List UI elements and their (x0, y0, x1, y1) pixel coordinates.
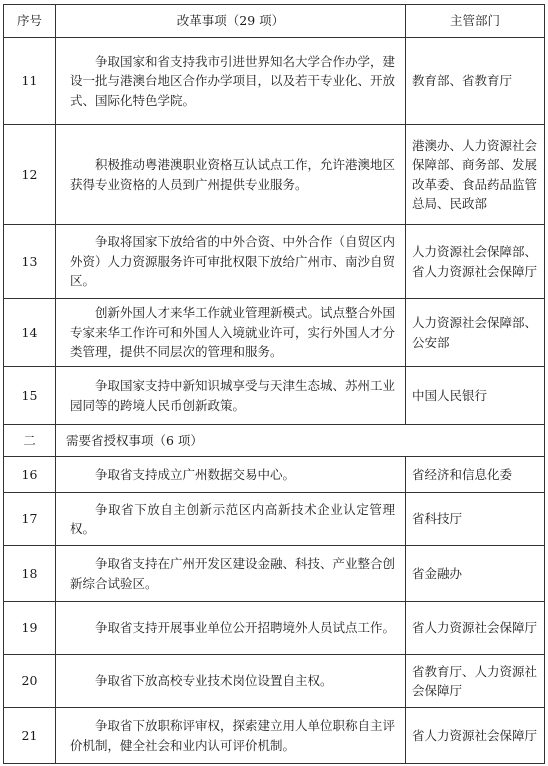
row-no: 17 (4, 493, 56, 546)
row-item: 争取国家支持中新知识城享受与天津生态城、苏州工业园同等的跨境人民币创新政策。 (56, 367, 406, 425)
row-dept: 人力资源社会保障部、省人力资源社会保障厅 (406, 225, 545, 299)
row-no: 18 (4, 546, 56, 602)
row-item: 积极推动粤港澳职业资格互认试点工作，允许港澳地区获得专业资格的人员到广州提供专业服务。 (56, 125, 406, 225)
row-no: 11 (4, 38, 56, 125)
row-item: 争取国家和省支持我市引进世界知名大学合作办学，建设一批与港澳台地区合作办学项目，以及若干专业化、开放式、国际化特色学院。 (56, 38, 406, 125)
table-row (4, 125, 545, 225)
row-dept: 人力资源社会保障部、公安部 (406, 299, 545, 367)
row-no: 20 (4, 655, 56, 708)
row-no: 16 (4, 457, 56, 493)
row-dept: 省人力资源社会保障厅 (406, 708, 545, 764)
row-item: 创新外国人才来华工作就业管理新模式。试点整合外国专家来华工作许可和外国人入境就业许可，实行外国人才分类管理，提供不同层次的管理和服务。 (56, 299, 406, 367)
row-no: 19 (4, 602, 56, 655)
section-number: 二 (4, 425, 56, 457)
row-item: 争取省下放自主创新示范区内高新技术企业认定管理权。 (56, 493, 406, 546)
row-item: 争取省支持开展事业单位公开招聘境外人员试点工作。 (56, 602, 406, 655)
row-dept: 省人力资源社会保障厅 (406, 602, 545, 655)
table-row (4, 602, 545, 655)
table-row (4, 299, 545, 367)
row-item: 争取省支持在广州开发区建设金融、科技、产业整合创新综合试验区。 (56, 546, 406, 602)
row-no: 14 (4, 299, 56, 367)
row-item: 争取省支持成立广州数据交易中心。 (56, 457, 406, 493)
row-dept: 省经济和信息化委 (406, 457, 545, 493)
header-dept: 主管部门 (406, 5, 545, 38)
row-dept: 教育部、省教育厅 (406, 38, 545, 125)
table-row (4, 367, 545, 425)
row-no: 21 (4, 708, 56, 764)
reform-items-table (3, 4, 545, 764)
table-row (4, 457, 545, 493)
table-row (4, 493, 545, 546)
section-title: 需要省授权事项（6 项） (56, 425, 545, 457)
row-dept: 省金融办 (406, 546, 545, 602)
table-row (4, 38, 545, 125)
table-row (4, 708, 545, 764)
row-dept: 省科技厅 (406, 493, 545, 546)
row-dept: 中国人民银行 (406, 367, 545, 425)
row-dept: 港澳办、人力资源社会保障部、商务部、发展改革委、食品药品监管总局、民政部 (406, 125, 545, 225)
row-no: 13 (4, 225, 56, 299)
row-item: 争取省下放职称评审权，探索建立用人单位职称自主评价机制，健全社会和业内认可评价机制。 (56, 708, 406, 764)
header-item: 改革事项（29 项） (56, 5, 406, 38)
row-item: 争取省下放高校专业技术岗位设置自主权。 (56, 655, 406, 708)
row-dept: 省教育厅、人力资源社会保障厅 (406, 655, 545, 708)
row-item: 争取将国家下放给省的中外合资、中外合作（自贸区内外资）人力资源服务许可审批权限下放给广州市、南沙自贸区。 (56, 225, 406, 299)
row-no: 12 (4, 125, 56, 225)
section-row (4, 425, 545, 457)
row-no: 15 (4, 367, 56, 425)
table-header-row (4, 5, 545, 38)
table-row (4, 655, 545, 708)
header-no: 序号 (4, 5, 56, 38)
table-row (4, 546, 545, 602)
table-row (4, 225, 545, 299)
